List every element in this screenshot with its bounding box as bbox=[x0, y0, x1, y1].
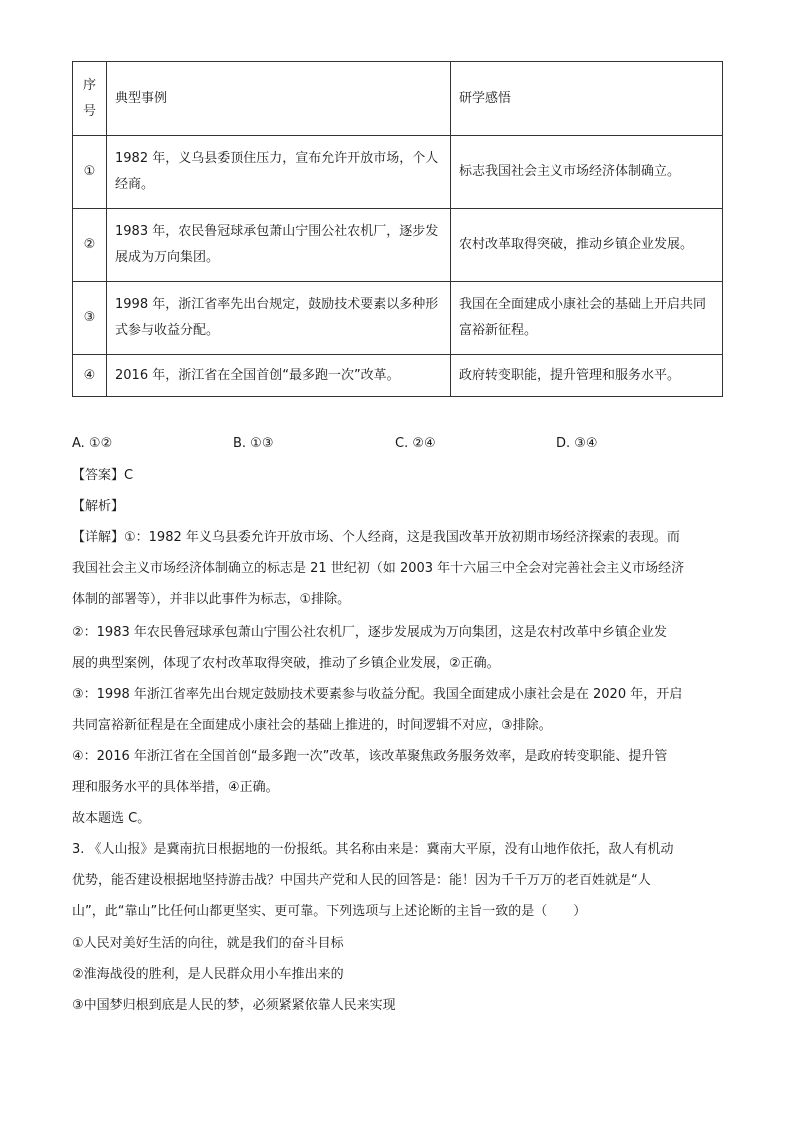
row-example: 2016 年，浙江省在全国首创“最多跑一次”改革。 bbox=[107, 355, 451, 397]
table-header-row bbox=[73, 62, 723, 136]
explanation-line: 理和服务水平的具体举措，④正确。 bbox=[72, 780, 279, 795]
row-number: ③ bbox=[73, 282, 107, 355]
explanation-line: ③：1998 年浙江省率先出台规定鼓励技术要素参与收益分配。我国全面建成小康社会是在 2020 年，开启 bbox=[72, 687, 683, 702]
analysis-label: 【解析】 bbox=[72, 499, 125, 514]
header-insight: 研学感悟 bbox=[451, 62, 723, 136]
table-row bbox=[73, 136, 723, 209]
option-a: A. ①② bbox=[72, 436, 113, 451]
answer-label: 【答案】C bbox=[72, 468, 134, 483]
row-number: ④ bbox=[73, 355, 107, 397]
question3-line: 3. 《人山报》是冀南抗日根据地的一份报纸。其名称由来是：冀南大平原，没有山地作依托，敌人有机动 bbox=[72, 842, 674, 857]
explanation-line: 体制的部署等），并非以此事件为标志，①排除。 bbox=[72, 592, 351, 607]
question3-line: 优势，能否建设根据地坚持游击战？中国共产党和人民的回答是：能！因为千千万万的老百姓就是“人 bbox=[72, 873, 651, 888]
explanation-line: 展的典型案例，体现了农村改革取得突破，推动了乡镇企业发展，②正确。 bbox=[72, 656, 500, 671]
table-row bbox=[73, 282, 723, 355]
table-row bbox=[73, 209, 723, 282]
row-example: 1998 年，浙江省率先出台规定，鼓励技术要素以多种形式参与收益分配。 bbox=[107, 282, 451, 355]
row-number: ② bbox=[73, 209, 107, 282]
header-serial bbox=[73, 62, 107, 136]
explanation-line: 故本题选 C。 bbox=[72, 811, 151, 826]
table-row bbox=[73, 355, 723, 397]
row-example: 1982 年，义乌县委顶住压力，宣布允许开放市场，个人经商。 bbox=[107, 136, 451, 209]
option-d: D. ③④ bbox=[556, 436, 598, 451]
row-insight: 我国在全面建成小康社会的基础上开启共同富裕新征程。 bbox=[451, 282, 723, 355]
header-example: 典型事例 bbox=[107, 62, 451, 136]
option-c: C. ②④ bbox=[395, 436, 436, 451]
explanation-line: ④：2016 年浙江省在全国首创“最多跑一次”改革，该改革聚焦政务服务效率，是政府转变职能、提升管 bbox=[72, 749, 668, 764]
events-table bbox=[72, 61, 723, 397]
explanation-line: 共同富裕新征程是在全面建成小康社会的基础上推进的，时间逻辑不对应，③排除。 bbox=[72, 718, 552, 733]
option-b: B. ①③ bbox=[233, 436, 274, 451]
row-number: ① bbox=[73, 136, 107, 209]
question3-line: 山”，此“靠山”比任何山都更坚实、更可靠。下列选项与上述论断的主旨一致的是（ ） bbox=[72, 904, 587, 919]
question3-option: ③中国梦归根到底是人民的梦，必须紧紧依靠人民来实现 bbox=[72, 998, 396, 1013]
question3-option: ②淮海战役的胜利，是人民群众用小车推出来的 bbox=[72, 967, 344, 982]
row-insight: 标志我国社会主义市场经济体制确立。 bbox=[451, 136, 723, 209]
explanation-line: 【详解】①：1982 年义乌县委允许开放市场、个人经商，这是我国改革开放初期市场经济探索的表现。而 bbox=[72, 530, 680, 545]
question3-option: ①人民对美好生活的向往，就是我们的奋斗目标 bbox=[72, 936, 344, 951]
explanation-line: ②：1983 年农民鲁冠球承包萧山宁围公社农机厂，逐步发展成为万向集团，这是农村改革中乡镇企业发 bbox=[72, 625, 667, 640]
row-insight: 农村改革取得突破，推动乡镇企业发展。 bbox=[451, 209, 723, 282]
explanation-line: 我国社会主义市场经济体制确立的标志是 21 世纪初（如 2003 年十六届三中全会对完善社会主义市场经济 bbox=[72, 561, 685, 576]
header-serial-text: 序号 bbox=[82, 77, 96, 119]
row-insight: 政府转变职能，提升管理和服务水平。 bbox=[451, 355, 723, 397]
row-example: 1983 年，农民鲁冠球承包萧山宁围公社农机厂，逐步发展成为万向集团。 bbox=[107, 209, 451, 282]
